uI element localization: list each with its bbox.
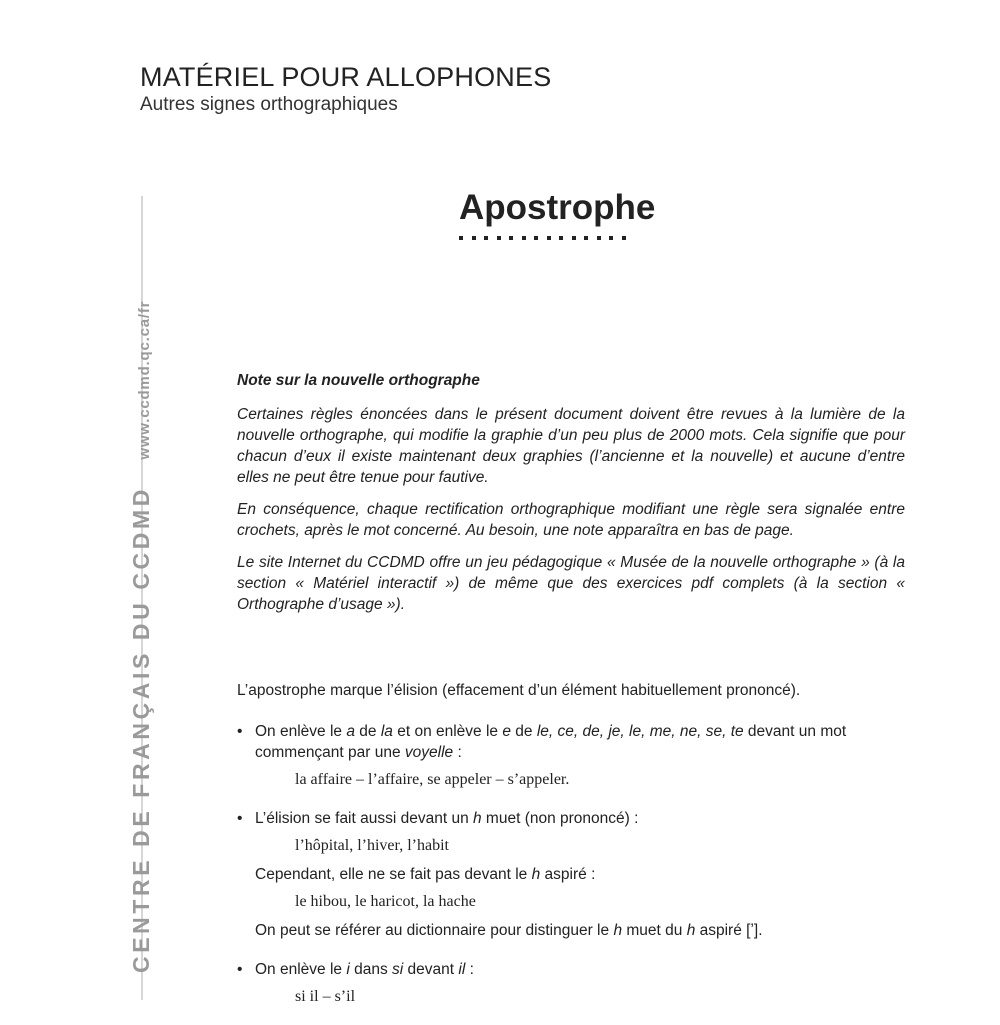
bullet-icon: •: [237, 723, 243, 740]
sidebar-url: www.ccdmd.qc.ca/fr: [136, 300, 153, 460]
header-title: MATÉRIEL POUR ALLOPHONES: [140, 62, 552, 92]
rule-text: L’élision se fait aussi devant un h muet (non prononcé) :: [255, 810, 639, 827]
rule-text: On enlève le a de la et on enlève le e de le, ce, de, je, le, me, ne, se, te devant un mot commençant par une voyelle :: [255, 723, 847, 761]
header-subtitle: Autres signes orthographiques: [140, 94, 398, 115]
note-section: [237, 370, 905, 626]
example-text: si il – s’il: [295, 988, 356, 1005]
dictionary-note: On peut se référer au dictionnaire pour distinguer le h muet du h aspiré [ʼ].: [255, 922, 763, 939]
note-paragraph-2: En conséquence, chaque rectification orthographique modifiant une règle sera signalée entre crochets, après le mot concerné. Au besoin, une note apparaîtra en bas de page.: [237, 501, 905, 539]
exception-text: Cependant, elle ne se fait pas devant le h aspiré :: [255, 866, 596, 883]
main-content: [237, 680, 905, 1025]
list-item-voyelle: [237, 721, 905, 790]
rule-text: On enlève le i dans si devant il :: [255, 961, 474, 978]
title-dotted-underline: [459, 236, 626, 240]
note-paragraph-3: Le site Internet du CCDMD offre un jeu pédagogique « Musée de la nouvelle orthographe » (à la section « Matériel interactif ») de même que des exercices pdf complets (à la section « Orthographe d’usage »).: [237, 554, 905, 613]
example-text-2: le hibou, le haricot, la hache: [295, 893, 476, 910]
intro-paragraph: L’apostrophe marque l’élision (effacement d’un élément habituellement prononcé).: [237, 682, 801, 699]
document-header: [140, 62, 551, 118]
note-heading: Note sur la nouvelle orthographe: [237, 372, 480, 389]
note-paragraph-1: Certaines règles énoncées dans le présent document doivent être revues à la lumière de la nouvelle orthographe, qui modifie la graphie d’un peu plus de 2000 mots. Cela signifie que pour chacun d’eux il existe maintenant deux graphies (l’ancienne et la nouvelle) et aucune d’entre elles ne peut être tenue pour fautive.: [237, 406, 905, 486]
bullet-icon: •: [237, 961, 243, 978]
sidebar-org-name: CENTRE DE FRANÇAIS DU CCDMD: [128, 486, 154, 973]
example-text: la affaire – l’affaire, se appeler – s’appeler.: [295, 771, 570, 788]
list-item-h-muet: [237, 808, 905, 941]
example-text: l’hôpital, l’hiver, l’habit: [295, 837, 449, 854]
page-title: Apostrophe: [459, 188, 656, 227]
bullet-icon: •: [237, 810, 243, 827]
sidebar-branding: [128, 301, 155, 973]
